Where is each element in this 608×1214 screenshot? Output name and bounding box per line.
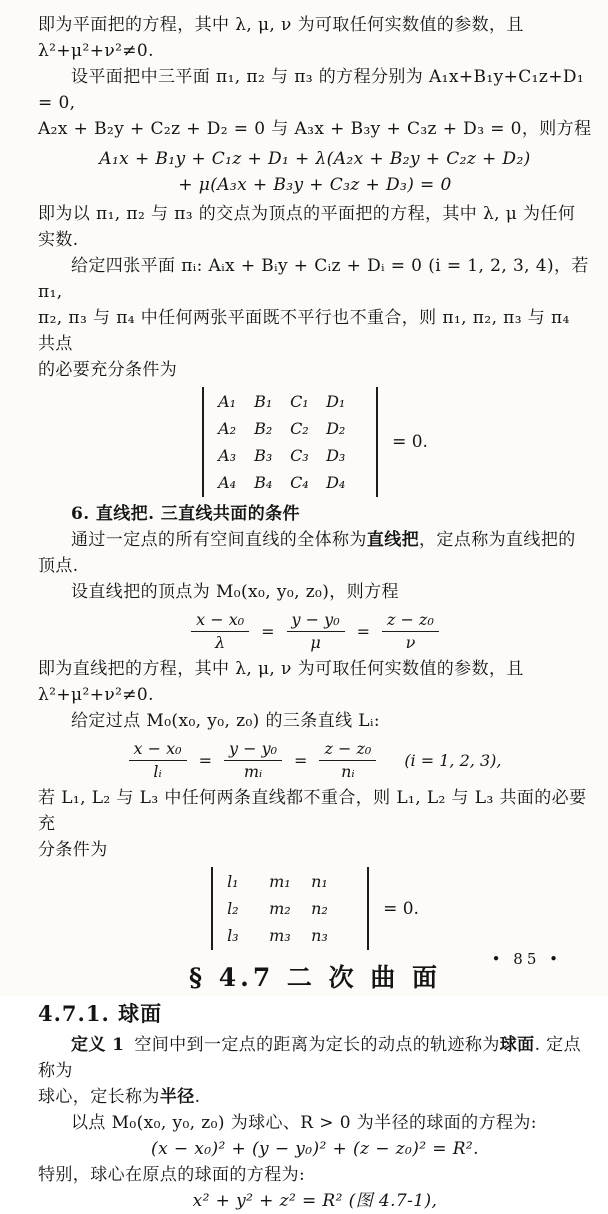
fraction-z xyxy=(382,610,439,652)
para-condition-lead: 的必要充分条件为 xyxy=(38,360,178,380)
para-line-pencil-note: 即为直线把的方程，其中 λ, μ, ν 为可取任何实数值的参数，且 λ²+μ²+ν²≠0. xyxy=(38,659,524,705)
det4-cell: B₃ xyxy=(254,446,273,465)
para-pencil-vertex: 即为以 π₁, π₂ 与 π₃ 的交点为顶点的平面把的方程，其中 λ, μ 为任何实数. xyxy=(38,204,576,250)
det4-cell: C₄ xyxy=(290,473,309,492)
equals-sign: = xyxy=(198,750,212,770)
para-line-pencil-def xyxy=(38,527,592,579)
det3-cell: l₃ xyxy=(227,926,239,945)
equation-plane-pencil-line1: A₁x + B₁y + C₁z + D₁ + λ(A₂x + B₂y + C₂z + D₂) xyxy=(99,149,531,169)
det4-cell: D₁ xyxy=(326,392,346,411)
det3-cell: m₁ xyxy=(269,872,291,891)
para-coplanar-condition: 若 L₁, L₂ 与 L₃ 中任何两条直线都不重合，则 L₁, L₂ 与 L₃ 共面的必要充 xyxy=(38,788,587,834)
para-plane-pencil-note: 即为平面把的方程，其中 λ, μ, ν 为可取任何实数值的参数，且 λ²+μ²+ν²≠0. xyxy=(38,15,524,61)
line-pencil-def-post: ，定点称为直线把的顶点. xyxy=(38,530,576,576)
sphere-term: 球面 xyxy=(499,1035,535,1055)
fraction-x-num: x − x₀ xyxy=(129,739,187,761)
fraction-x xyxy=(191,610,249,652)
heading-line-pencil: 6. 直线把. 三直线共面的条件 xyxy=(71,504,300,524)
radius-text-end: . xyxy=(194,1087,201,1107)
para-definition-sphere xyxy=(38,1032,592,1084)
det3-equals-zero: = 0. xyxy=(383,898,419,919)
definition-label: 定义 1 xyxy=(71,1035,125,1055)
det3-cell: n₂ xyxy=(311,899,328,918)
det4-cell: A₄ xyxy=(218,473,237,492)
det3-cell: l₂ xyxy=(227,899,239,918)
equation-sphere-origin: x² + y² + z² = R² (图 4.7-1), xyxy=(192,1191,438,1211)
radius-text: 球心，定长称为 xyxy=(38,1087,160,1107)
para-line-pencil-vertex: 设直线把的顶点为 M₀(x₀, y₀, z₀)，则方程 xyxy=(71,582,399,602)
determinant-3x3 xyxy=(38,867,592,950)
index-range-note: (i = 1, 2, 3), xyxy=(404,750,502,770)
line-pencil-term: 直线把 xyxy=(366,530,420,550)
determinant-3x3-matrix xyxy=(211,867,369,950)
det3-cell: m₃ xyxy=(269,926,291,945)
definition-text-cont: . 定点称为 xyxy=(38,1035,581,1081)
det4-cell: B₁ xyxy=(254,392,273,411)
para-three-planes-eqs: A₂x + B₂y + C₂z + D₂ = 0 与 A₃x + B₃y + C₃z + D₃ = 0，则方程 xyxy=(38,119,592,139)
equation-line-pencil xyxy=(38,610,592,652)
para-four-planes: 给定四张平面 πᵢ: Aᵢx + Bᵢy + Cᵢz + Dᵢ = 0 (i = 1, 2, 3, 4)，若 π₁, xyxy=(38,256,589,302)
det3-cell: n₁ xyxy=(311,872,328,891)
det4-cell: D₃ xyxy=(326,446,346,465)
fraction-z xyxy=(319,739,376,781)
para-three-lines: 给定过点 M₀(x₀, y₀, z₀) 的三条直线 Lᵢ: xyxy=(71,711,380,731)
fraction-x-den: lᵢ xyxy=(153,762,162,781)
det4-cell: D₄ xyxy=(326,473,346,492)
para-coplanar-condition-cont: 分条件为 xyxy=(38,840,108,860)
fraction-y-num: y − y₀ xyxy=(287,610,345,632)
fraction-y-num: y − y₀ xyxy=(224,739,282,761)
determinant-4x4 xyxy=(38,387,592,497)
fraction-x xyxy=(129,739,187,781)
equals-sign: = xyxy=(261,621,275,641)
fraction-z-den: nᵢ xyxy=(341,762,355,781)
det4-cell: A₃ xyxy=(218,446,237,465)
det4-cell: B₄ xyxy=(254,473,273,492)
para-four-planes-cont: π₂, π₃ 与 π₄ 中任何两张平面既不平行也不重合，则 π₁, π₂, π₃ 与 π₄ 共点 xyxy=(38,308,570,354)
para-origin-lead: 特别，球心在原点的球面的方程为: xyxy=(38,1165,306,1185)
det4-cell: A₂ xyxy=(218,419,237,438)
definition-text: 空间中到一定点的距离为定长的动点的轨迹称为 xyxy=(134,1035,500,1055)
det4-equals-zero: = 0. xyxy=(392,432,428,452)
fraction-x-den: λ xyxy=(215,633,226,652)
det4-cell: C₁ xyxy=(290,392,309,411)
equation-sphere-general: (x − x₀)² + (y − y₀)² + (z − z₀)² = R². xyxy=(151,1139,479,1159)
det4-cell: D₂ xyxy=(326,419,346,438)
equals-sign: = xyxy=(294,750,308,770)
subsection-title: 4.7.1. 球面 xyxy=(38,1001,163,1026)
radius-term: 半径 xyxy=(159,1087,195,1107)
fraction-y-den: μ xyxy=(310,633,321,652)
fraction-x-num: x − x₀ xyxy=(191,610,249,632)
equation-plane-pencil xyxy=(38,146,592,198)
determinant-4x4-matrix xyxy=(202,387,378,497)
equals-sign: = xyxy=(356,621,371,641)
para-three-planes-setup: 设平面把中三平面 π₁, π₂ 与 π₃ 的方程分别为 A₁x+B₁y+C₁z+D₁ = 0, xyxy=(38,67,585,113)
det3-cell: l₁ xyxy=(227,872,239,891)
det4-cell: B₂ xyxy=(254,419,273,438)
page-number: • 85 • xyxy=(491,950,562,968)
det4-cell: C₂ xyxy=(290,419,309,438)
para-sphere-equation-lead: 以点 M₀(x₀, y₀, z₀) 为球心、R > 0 为半径的球面的方程为: xyxy=(71,1113,537,1133)
fraction-z-num: z − z₀ xyxy=(319,739,376,761)
fraction-z-den: ν xyxy=(405,633,416,652)
section-title: § 4.7 二 次 曲 面 xyxy=(188,963,442,992)
fraction-z-num: z − z₀ xyxy=(382,610,439,632)
det4-cell: A₁ xyxy=(218,392,237,411)
equation-three-lines xyxy=(38,739,592,781)
line-pencil-def-pre: 通过一定点的所有空间直线的全体称为 xyxy=(71,530,367,550)
det3-cell: m₂ xyxy=(269,899,291,918)
fraction-y xyxy=(287,610,345,652)
equation-plane-pencil-line2: + μ(A₃x + B₃y + C₃z + D₃) = 0 xyxy=(178,175,452,195)
det3-cell: n₃ xyxy=(311,926,328,945)
fraction-y-den: mᵢ xyxy=(243,762,263,781)
para-radius xyxy=(38,1084,592,1110)
det4-cell: C₃ xyxy=(290,446,309,465)
fraction-y xyxy=(224,739,282,781)
